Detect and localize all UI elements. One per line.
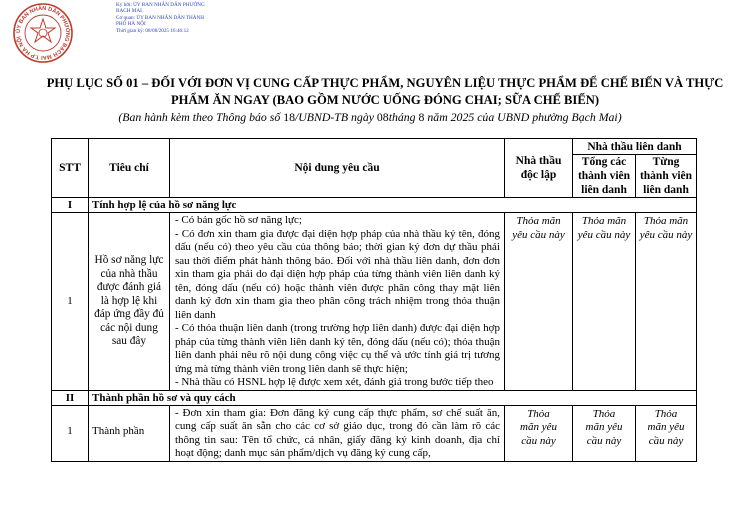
signature-line: PHỐ HÀ NỘI [116, 21, 146, 28]
requirement-item: - Đơn xin tham gia: Đơn đăng ký cung cấp thực phẩm, sơ chế suất ăn, cung cấp suất ăn sẵn cho các cơ sở giáo dục, trong đó cần làm rõ các thông tin sau: Tên tổ chức, cá nhân, giấy đăng ký kinh doanh, địa chỉ hoạt động; danh mục sản phẩm/dịch vụ đăng ký cung cấp, [175, 406, 500, 459]
section-title: Thành phần hồ sơ và quy cách [89, 390, 697, 405]
independent-status: Thỏa mãn yêu cầu này [505, 213, 573, 391]
notice-number: 18 [283, 110, 295, 124]
row-requirements [170, 405, 505, 461]
row-requirements [170, 213, 505, 391]
table-row [52, 405, 697, 461]
requirement-item: - Nhà thầu có HSNL hợp lệ được xem xét, đánh giá trong bước tiếp theo [175, 376, 494, 388]
requirement-item: - Có đơn xin tham gia được đại diện hợp pháp của nhà thầu ký tên, đóng dấu (nếu có) theo yêu cầu của thông báo; thời gian ký đơn dự thầu phải sau thời điểm phát hành thông báo. Đối với nhà thầu liên danh, đơn đơn xin tham gia phải do đại diện hợp pháp của từng thành viên liên danh ký tên, đóng dấu (nếu có) hoặc thành viên được phân công thay mặt liên danh ký đơn xin tham gia theo phân công trách nhiệm trong thỏa thuận liên danh [175, 227, 500, 321]
subtitle-suffix: năm 2025 của UBND phường Bạch Mai) [427, 110, 622, 124]
row-stt: 1 [52, 405, 89, 461]
signature-line: Cơ quan: ỦY BAN NHÂN DÂN THÀNH [116, 14, 205, 21]
subtitle-month-label: tháng [388, 110, 416, 124]
official-seal [12, 2, 74, 64]
each-member-status: Thỏa mãn yêu cầu này [636, 405, 697, 461]
header-requirements: Nội dung yêu cầu [170, 139, 505, 198]
independent-status: Thỏa mãn yêu cầu này [505, 405, 573, 461]
row-criteria: Hồ sơ năng lực của nhà thầu được đánh giá là hợp lệ khi đáp ứng đầy đủ các nội dung sau đây [89, 213, 170, 391]
signature-line: Thời gian ký: 08/08/2025 16:46:12 [116, 27, 189, 34]
header-criteria: Tiêu chí [89, 139, 170, 198]
signature-line: Ký bởi: ỦY BAN NHÂN DÂN PHƯỜNG [116, 2, 205, 8]
each-member-status: Thỏa mãn yêu cầu này [636, 213, 697, 391]
requirement-item: - Có thỏa thuận liên danh (trong trường hợp liên danh) được đại diện hợp pháp của từng thành viên liên danh ký tên, đóng dấu (nếu có); thỏa thuận liên danh phải nêu rõ nội dung công việc cụ thể và ước tính giá trị tương ứng mà từng thành viên trong liên danh sẽ thực hiện; [175, 322, 500, 375]
section-row [52, 390, 697, 405]
signature-line: BẠCH MAI [116, 8, 142, 15]
header-all-members: Tổng các thành viên liên danh [573, 155, 636, 198]
notice-day: 08 [376, 110, 389, 124]
notice-month: 8 [418, 110, 425, 124]
table-row [52, 213, 697, 391]
requirements-table [51, 138, 697, 462]
document-title: PHỤ LỤC SỐ 01 – ĐỐI VỚI ĐƠN VỊ CUNG CẤP THỰC PHẨM, NGUYÊN LIỆU THỰC PHẨM ĐỂ CHẾ BIẾN VÀ THỰC PHẨM ĂN NGAY (BAO GỒM NƯỚC UỐNG ĐÓNG CHAI; SỮA CHẾ BIẾN) [46, 76, 724, 107]
section-row [52, 198, 697, 213]
all-members-status: Thỏa mãn yêu cầu này [573, 405, 636, 461]
subtitle-prefix: (Ban hành kèm theo Thông báo số [118, 110, 281, 124]
all-members-status: Thỏa mãn yêu cầu này [573, 213, 636, 391]
section-number: II [52, 390, 89, 405]
section-title: Tính hợp lệ của hồ sơ năng lực [89, 198, 697, 213]
row-criteria: Thành phần [89, 405, 170, 461]
header-stt: STT [52, 139, 89, 198]
document-subtitle [0, 110, 740, 124]
header-each-member: Từng thành viên liên danh [636, 155, 697, 198]
subtitle-mid: /UBND-TB ngày [294, 110, 374, 124]
header-joint: Nhà thầu liên danh [573, 139, 697, 155]
row-stt: 1 [52, 213, 89, 391]
header-independent: Nhà thầu độc lập [505, 139, 573, 198]
seal-text: ỦY BAN NHÂN DÂN PHƯỜNG BẠCH MAI T.P HÀ NỘI [15, 5, 71, 61]
section-number: I [52, 198, 89, 213]
digital-signature-info [116, 2, 205, 34]
requirement-item: - Có bản gốc hồ sơ năng lực; [175, 214, 302, 226]
